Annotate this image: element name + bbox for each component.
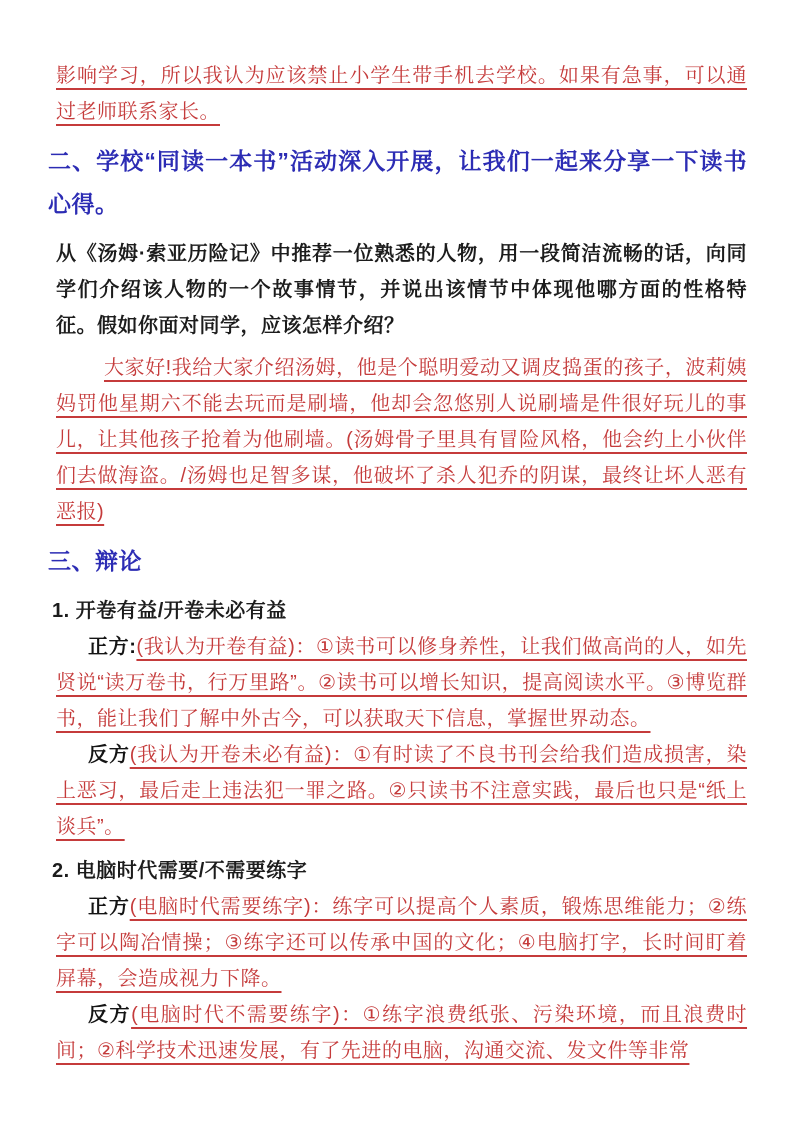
debate-2-con-paragraph <box>56 997 747 1069</box>
debate-topic-1-title: 1. 开卷有益/开卷未必有益 <box>52 600 287 622</box>
debate-topic-2-title: 2. 电脑时代需要/不需要练字 <box>52 860 308 882</box>
phone-answer-continuation-paragraph <box>56 58 747 130</box>
debate-1-pro-label: 正方: <box>88 636 137 658</box>
debate-1-con-red-text: (我认为开卷未必有益)：①有时读了不良书刊会给我们造成损害，染上恶习，最后走上违法犯一罪之路。②只读书不注意实践，最后也只是“纸上谈兵”。 <box>56 744 747 838</box>
debate-2-con-red-text: (电脑时代不需要练字)：①练字浪费纸张、污染环境，而且浪费时间；②科学技术迅速发展，有了先进的电脑，沟通交流、发文件等非常 <box>56 1004 748 1062</box>
tom-sawyer-question-paragraph: 从《汤姆·索亚历险记》中推荐一位熟悉的人物，用一段简洁流畅的话，向同学们介绍该人物的一个故事情节，并说出该情节中体现他哪方面的性格特征。假如你面对同学，应该怎样介绍？ <box>56 243 747 337</box>
tom-sawyer-answer-red-text: 大家好!我给大家介绍汤姆，他是个聪明爱动又调皮捣蛋的孩子，波莉姨妈罚他星期六不能去玩而是刷墙，他却会忽悠别人说刷墙是件很好玩儿的事儿，让其他孩子抢着为他刷墙。(汤姆骨子里具有冒险风格，他会约上小伙伴们去做海盗。/汤姆也足智多谋，他破坏了杀人犯乔的阴谋，最终让坏人恶有恶报) <box>56 357 747 523</box>
section-3-heading: 三、辩论 <box>48 548 142 574</box>
tom-sawyer-answer-paragraph <box>56 350 747 530</box>
debate-2-pro-label: 正方 <box>88 896 130 918</box>
debate-1-con-paragraph <box>56 737 747 845</box>
phone-answer-red-text: 影响学习，所以我认为应该禁止小学生带手机去学校。如果有急事，可以通过老师联系家长。 <box>56 65 747 123</box>
debate-2-con-label: 反方 <box>88 1004 132 1026</box>
debate-2-pro-red-text: (电脑时代需要练字)：练字可以提高个人素质，锻炼思维能力；②练字可以陶冶情操；③练字还可以传承中国的文化；④电脑打字，长时间盯着屏幕，会造成视力下降。 <box>56 896 747 990</box>
debate-1-pro-paragraph <box>56 629 747 737</box>
debate-1-pro-red-text: (我认为开卷有益)：①读书可以修身养性，让我们做高尚的人，如先贤说“读万卷书，行万里路”。②读书可以增长知识，提高阅读水平。③博览群书，能让我们了解中外古今，可以获取天下信息，掌握世界动态。 <box>56 636 747 730</box>
debate-1-con-label: 反方 <box>88 744 130 766</box>
debate-2-pro-paragraph <box>56 889 747 997</box>
section-2-heading: 二、学校“同读一本书”活动深入开展，让我们一起来分享一下读书心得。 <box>48 148 747 217</box>
